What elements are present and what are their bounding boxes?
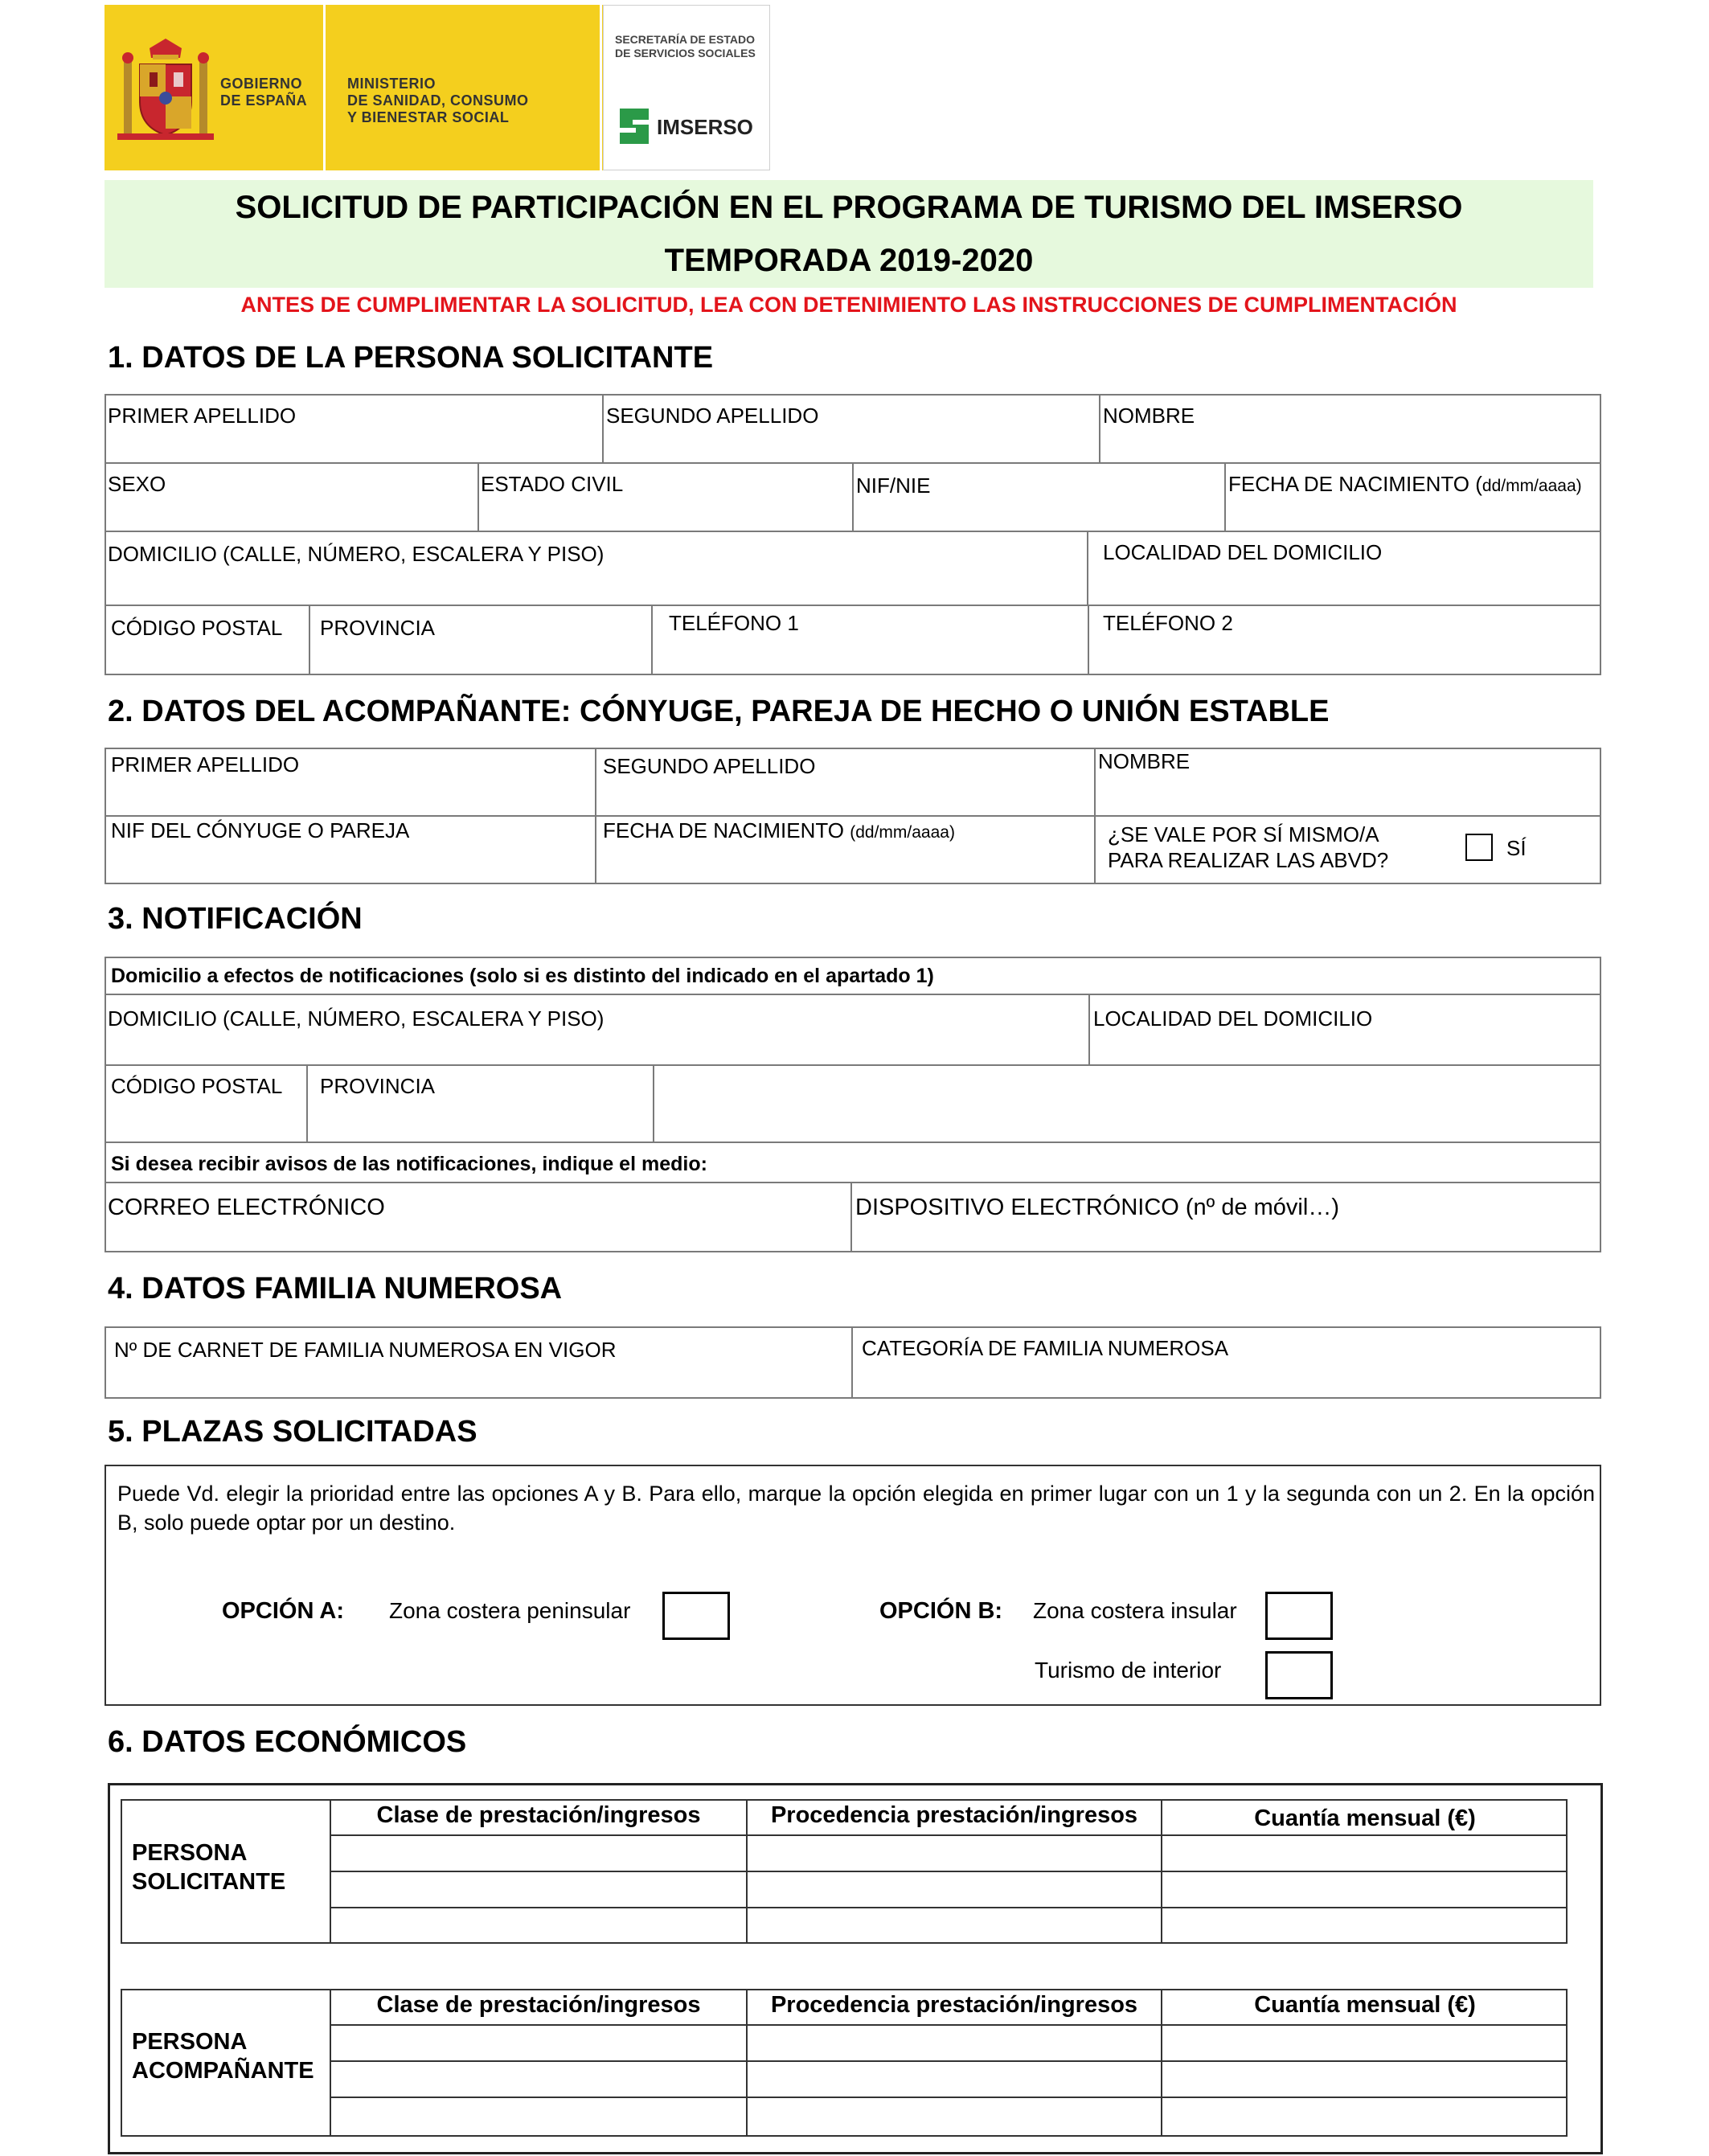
s1-nif-field[interactable]: NIF/NIE [856, 473, 931, 498]
s3-localidad-field[interactable]: LOCALIDAD DEL DOMICILIO [1093, 1006, 1373, 1031]
s1-telefono2-field[interactable]: TELÉFONO 2 [1103, 611, 1233, 635]
s3-codigo-postal-field[interactable]: CÓDIGO POSTAL [111, 1074, 283, 1098]
s2-si-label: SÍ [1506, 836, 1527, 860]
table2-cell-input[interactable] [333, 2027, 744, 2060]
s2-nombre-field[interactable]: NOMBRE [1098, 749, 1191, 773]
table2-cell-input[interactable] [1164, 2027, 1566, 2060]
s2-abvd-checkbox[interactable] [1465, 834, 1493, 861]
s5-instructions: Puede Vd. elegir la prioridad entre las opciones A y B. Para ello, marque la opción elegida en primer lugar con un 1 y la segunda con un 2. En la opción B, solo puede optar por un destino. [117, 1482, 1595, 1535]
imserso-wordmark: IMSERSO [657, 115, 753, 139]
table2-cell-input[interactable] [749, 2027, 1159, 2060]
table1-cell-input[interactable] [1164, 1838, 1566, 1870]
section-6-heading: 6. DATOS ECONÓMICOS [108, 1725, 467, 1759]
s5-interior-label: Turismo de interior [1035, 1658, 1222, 1683]
section-4-heading: 4. DATOS FAMILIA NUMEROSA [108, 1272, 563, 1305]
s5-zona-peninsular-box[interactable] [662, 1592, 730, 1640]
table1-col-clase: Clase de prestación/ingresos [376, 1802, 701, 1828]
s3-provincia-field[interactable]: PROVINCIA [320, 1074, 436, 1098]
s3-domicilio-field[interactable]: DOMICILIO (CALLE, NÚMERO, ESCALERA Y PISO) [108, 1006, 605, 1031]
section-5-heading: 5. PLAZAS SOLICITADAS [108, 1415, 477, 1449]
logo-divider [323, 5, 326, 170]
s1-localidad-field[interactable]: LOCALIDAD DEL DOMICILIO [1103, 540, 1383, 564]
table1-cell-input[interactable] [749, 1838, 1159, 1870]
table1-cell-input[interactable] [333, 1838, 744, 1870]
section-3-heading: 3. NOTIFICACIÓN [108, 902, 363, 936]
logo-divider [600, 5, 602, 170]
s5-interior-box[interactable] [1265, 1651, 1333, 1699]
table2-row-label: PERSONA ACOMPAÑANTE [132, 2029, 314, 2084]
section-1-heading: 1. DATOS DE LA PERSONA SOLICITANTE [108, 341, 714, 375]
s1-nombre-field[interactable]: NOMBRE [1103, 404, 1195, 428]
s1-codigo-postal-field[interactable]: CÓDIGO POSTAL [111, 616, 283, 640]
imserso-icon [615, 105, 654, 147]
table2-col-procedencia: Procedencia prestación/ingresos [770, 1992, 1138, 2018]
s5-zona-peninsular-label: Zona costera peninsular [389, 1598, 631, 1623]
s3-avisos-title: Si desea recibir avisos de las notificaciones, indique el medio: [111, 1153, 707, 1175]
imserso-logo [603, 5, 770, 170]
s2-abvd-question: ¿SE VALE POR SÍ MISMO/A PARA REALIZAR LAS ABVD? [1108, 822, 1389, 872]
government-logo [105, 5, 770, 170]
s2-nif-field[interactable]: NIF DEL CÓNYUGE O PAREJA [111, 818, 410, 842]
form-title: SOLICITUD DE PARTICIPACIÓN EN EL PROGRAMA DE TURISMO DEL IMSERSO [235, 190, 1463, 225]
s1-estado-civil-field[interactable]: ESTADO CIVIL [481, 472, 624, 496]
s1-primer-apellido-field[interactable]: PRIMER APELLIDO [108, 404, 297, 428]
coat-of-arms-icon [117, 37, 214, 145]
s2-primer-apellido-field[interactable]: PRIMER APELLIDO [111, 752, 300, 777]
s5-zona-insular-label: Zona costera insular [1033, 1598, 1237, 1623]
ministerio-logo-text: MINISTERIO DE SANIDAD, CONSUMO Y BIENESTAR SOCIAL [347, 76, 529, 125]
s4-categoria-field[interactable]: CATEGORÍA DE FAMILIA NUMEROSA [862, 1336, 1229, 1360]
table2-col-cuantia: Cuantía mensual (€) [1254, 1992, 1476, 2018]
table1-row-label: PERSONA SOLICITANTE [132, 1840, 286, 1895]
s3-dispositivo-field[interactable]: DISPOSITIVO ELECTRÓNICO (nº de móvil…) [855, 1195, 1339, 1220]
s2-segundo-apellido-field[interactable]: SEGUNDO APELLIDO [603, 754, 816, 778]
section-2-heading: 2. DATOS DEL ACOMPAÑANTE: CÓNYUGE, PAREJA DE HECHO O UNIÓN ESTABLE [108, 695, 1330, 728]
s1-telefono1-field[interactable]: TELÉFONO 1 [669, 611, 799, 635]
s1-provincia-field[interactable]: PROVINCIA [320, 616, 436, 640]
table1-col-procedencia: Procedencia prestación/ingresos [770, 1802, 1138, 1828]
table1-col-cuantia: Cuantía mensual (€) [1254, 1806, 1476, 1831]
s5-opcion-b-label: OPCIÓN B: [879, 1598, 1003, 1624]
s3-notification-address-title: Domicilio a efectos de notificaciones (solo si es distinto del indicado en el apartado 1) [111, 965, 934, 987]
s3-correo-field[interactable]: CORREO ELECTRÓNICO [108, 1195, 385, 1220]
s5-opcion-a-label: OPCIÓN A: [222, 1598, 344, 1624]
s2-fecha-nacimiento-field[interactable]: FECHA DE NACIMIENTO (dd/mm/aaaa) [603, 818, 955, 842]
s4-carnet-field[interactable]: Nº DE CARNET DE FAMILIA NUMEROSA EN VIGOR [114, 1338, 617, 1362]
gobierno-logo-text: GOBIERNO DE ESPAÑA [220, 76, 308, 109]
s1-sexo-field[interactable]: SEXO [108, 472, 166, 496]
s1-domicilio-field[interactable]: DOMICILIO (CALLE, NÚMERO, ESCALERA Y PISO) [108, 542, 605, 566]
secretaria-text: SECRETARÍA DE ESTADO DE SERVICIOS SOCIALES [615, 33, 756, 59]
table2-col-clase: Clase de prestación/ingresos [376, 1992, 701, 2018]
s1-fecha-nacimiento-field[interactable]: FECHA DE NACIMIENTO (dd/mm/aaaa) [1228, 472, 1582, 496]
s5-zona-insular-box[interactable] [1265, 1592, 1333, 1640]
warning-text: ANTES DE CUMPLIMENTAR LA SOLICITUD, LEA CON DETENIMIENTO LAS INSTRUCCIONES DE CUMPLIMENTACIÓN [240, 293, 1457, 317]
form-season: TEMPORADA 2019-2020 [664, 243, 1034, 278]
title-band [105, 180, 1593, 288]
s1-segundo-apellido-field[interactable]: SEGUNDO APELLIDO [606, 404, 819, 428]
